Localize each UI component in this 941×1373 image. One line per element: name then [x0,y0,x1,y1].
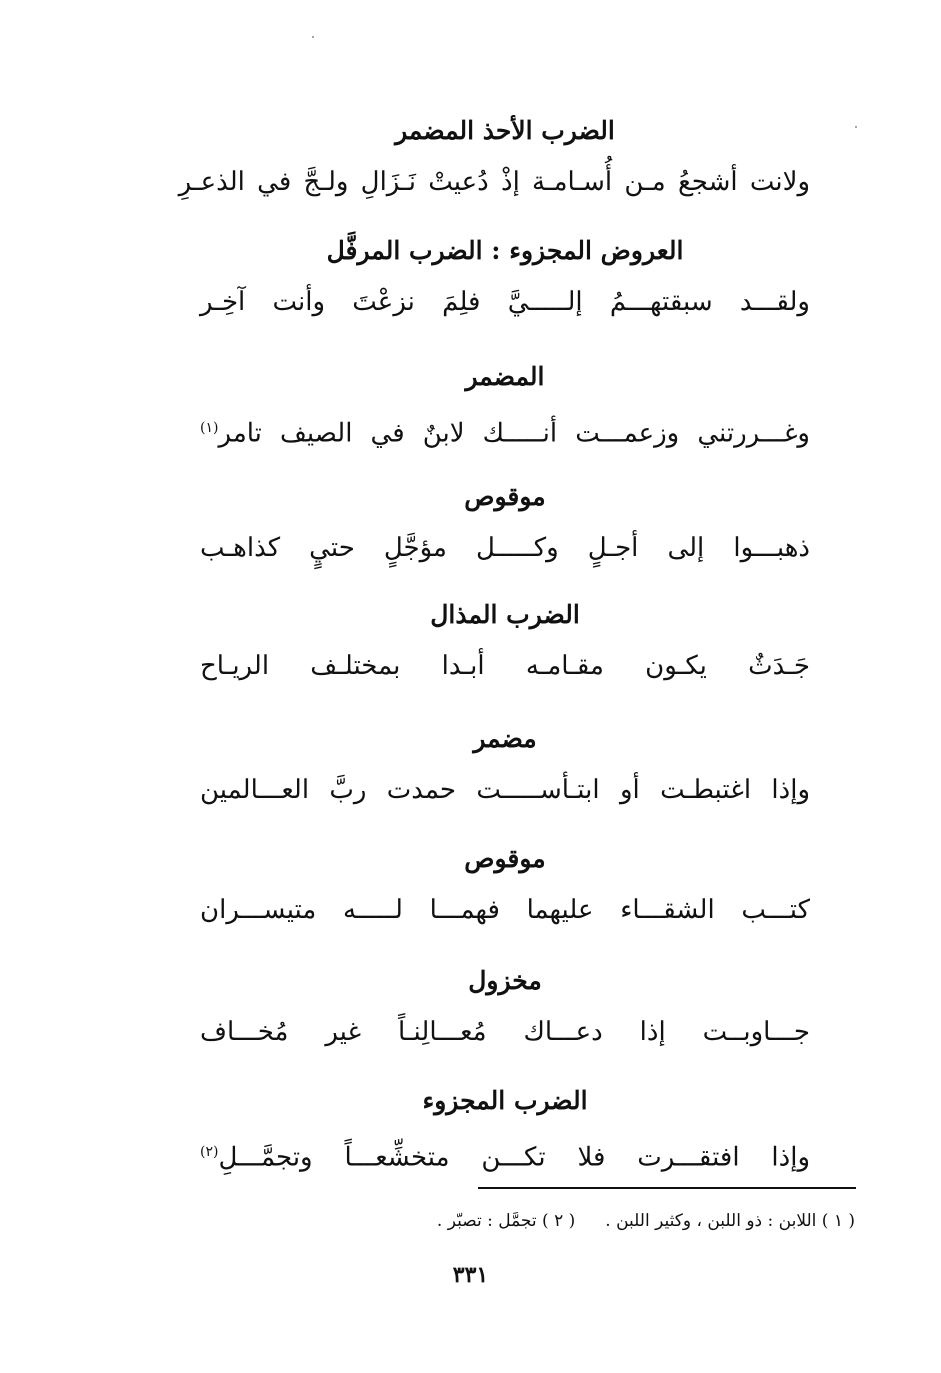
poem-verse: كتـــب الشقـــاء عليهما فهمـــا لـــــه متيســـران [200,895,810,925]
poem-verse: وإذا افتقـــرت فلا تكـــن متخشِّعـــاً وتجمَّـــلِ$^{(٢)}$ [200,1142,810,1173]
section-3 [200,360,810,454]
section-heading: الضرب الأحذ المضمر [395,116,615,145]
footnote-separator [478,1187,856,1189]
section-heading: الضرب المجزوء [422,1086,588,1115]
section-heading: مضمر [473,724,537,753]
section-heading: الضرب المذال [430,600,580,629]
section-9 [200,1084,810,1178]
poem-verse: جَـدَثٌ يكـون مقـامـه أبـدا بمختلـف الريـاح [200,651,810,681]
poem-verse: وإذا اغتبطـت أو ابتـأســـــت حمدت ربَّ العـــالمين [200,775,810,805]
footnote-1: ( ١ ) اللابن : ذو اللبن ، وكثير اللبن . [605,1211,855,1231]
section-heading: موقوص [464,844,546,873]
poem-verse: جـــاوبــت إذا دعـــاك مُعـــالِنـاً غير مُخـــاف [200,1017,810,1047]
section-heading: المضمر [465,362,545,391]
poem-verse: وغـــررتني وزعمـــت أنـــــك لابنٌ في الصيف تامر$^{(١)}$ [200,418,810,449]
section-4 [200,480,810,568]
section-heading: العروض المجزوء : الضرب المرفَّل [326,236,684,265]
section-5 [200,598,810,686]
footnote-ref: (١) [200,420,219,436]
footnote-ref: (٢) [200,1144,219,1160]
page-number: ٣٣١ [452,1262,489,1288]
poem-verse: ولقـــد سبقتهـــمُ إلـــــيَّ فلِمَ نزعْتَ وأنت آخِـر [200,287,810,317]
scan-speck [312,36,314,38]
section-7 [200,842,810,930]
poem-verse: ولانت أشجعُ مـن أُسـامـة إذْ دُعيتْ نَـزَالِ ولـجَّ في الذعـرِ [178,167,810,197]
scan-speck [855,126,857,128]
poem-verse: ذهبـــوا إلى أجـلٍ وكـــــل مؤجَّلٍ حتيٍ كذاهـب [200,533,810,563]
section-heading: موقوص [464,482,546,511]
section-6 [200,722,810,810]
section-8 [200,964,810,1052]
section-1 [178,114,810,202]
footnotes [335,1208,855,1234]
section-2 [200,234,810,322]
section-heading: مخزول [468,966,542,995]
footnote-2: ( ٢ ) تجمَّل : تصبّر . [436,1211,576,1231]
